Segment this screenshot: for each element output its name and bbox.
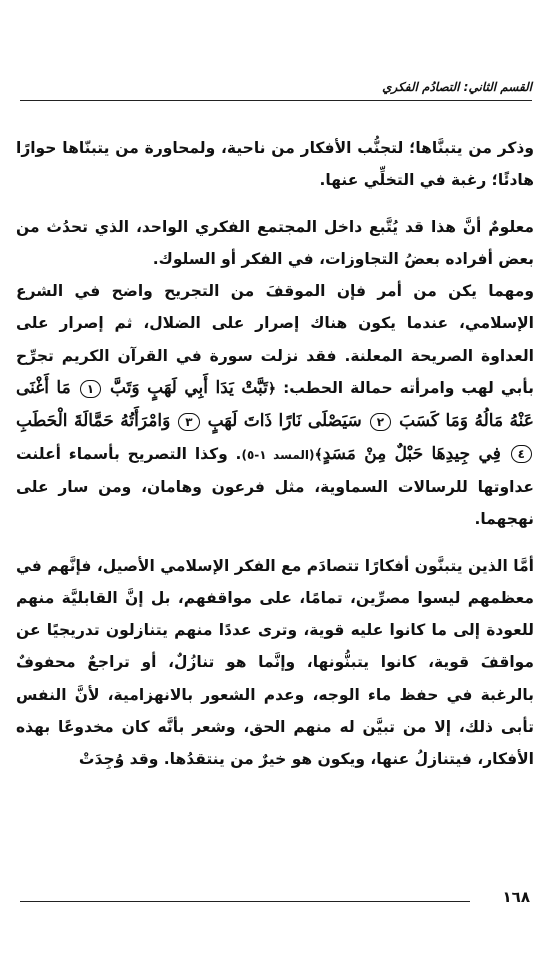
paragraph-2: معلومٌ أنَّ هذا قد يُتَّبع داخل المجتمع الفكري الواحد، الذي تحدُث من بعض أفراده بعضُ التجاوزات، في الفكر أو السلوك.: [16, 217, 534, 268]
quran-verse-1: تَبَّتْ يَدَا أَبِي لَهَبٍ وَتَبَّ: [110, 378, 268, 399]
footer-rule: [20, 901, 470, 902]
ayah-number-3: ٣: [178, 413, 199, 431]
paragraph-3-end: . وكذا التصريح بأسماء أعلنت عداوتها للرسالات السماوية، مثل فرعون وهامان، ومن سار على نهجهما.: [16, 444, 534, 529]
running-header: [20, 80, 532, 101]
quran-close-bracket: ﴾: [314, 446, 323, 463]
quran-verse-5: فِي جِيدِهَا حَبْلٌ مِنْ مَسَدٍ: [322, 443, 501, 464]
quran-verse-2: مَا أَغْنَى عَنْهُ مَالُهُ وَمَا كَسَبَ: [16, 378, 534, 432]
ayah-number-2: ٢: [370, 413, 391, 431]
chapter-title: القسم الثاني: التصادُم الفكري: [382, 80, 532, 94]
paragraph-3: [16, 275, 534, 535]
quran-verse-3: سَيَصْلَى نَارًا ذَاتَ لَهَبٍ: [207, 411, 362, 432]
paragraph-4: أمَّا الذين يتبنَّون أفكارًا تتصادَم مع الفكر الإسلامي الأصيل، فإنَّهم في معظمهم ليسوا مصرِّين، تمامًا، على مواقفهم، بل إنَّ القابليَّة منهم للعودة إلى ما كانوا عليه قوية، وترى عددًا منهم يتنازلون تدريجيًا عن مواقفَ قوية، كانوا يتبنُّونها، وإنَّما هو تنازُلٌ، أو تراجعٌ محفوفٌ بالرغبة في حفظ ماء الوجه، وعدم الشعور بالانهزامية، لأنَّ النفس تأبى ذلك، إلا من تبيَّن له منهم الحق، وشعر بأنَّه كان مخدوعًا بهذه الأفكار، فيتنازلُ عنها، ويكون هو خيرٌ من ينتقدُها. وقد وُجِدَتْ: [16, 556, 534, 769]
quran-verse-4: وَامْرَأَتُهُ حَمَّالَةَ الْحَطَبِ: [16, 411, 171, 432]
paragraph-3-start: ومهما يكن من أمر فإن الموقفَ من التجريح واضح في الشرع الإسلامي، عندما يكون هناك إصرار على الضلال، ثم إصرار على العداوة الصريحة المعلنة. فقد نزلت سورة في القرآن الكريم تجرِّح بأبي لهب وامرأته حمالة الحطب:: [16, 282, 534, 398]
ayah-number-1: ١: [80, 380, 101, 398]
paragraph-1: وذكر من يتبنَّاها؛ لتجنُّب الأفكار من ناحية، ولمحاورة من يتبنّاها حوارًا هادئًا؛ رغبة في التخلِّي عنها.: [16, 139, 534, 190]
quran-open-bracket: ﴿: [267, 381, 277, 398]
body-text: [16, 132, 534, 776]
page-number: ١٦٨: [502, 888, 530, 906]
ayah-number-4: ٤: [511, 445, 532, 463]
quran-citation: (المسد ١-٥): [241, 447, 315, 462]
